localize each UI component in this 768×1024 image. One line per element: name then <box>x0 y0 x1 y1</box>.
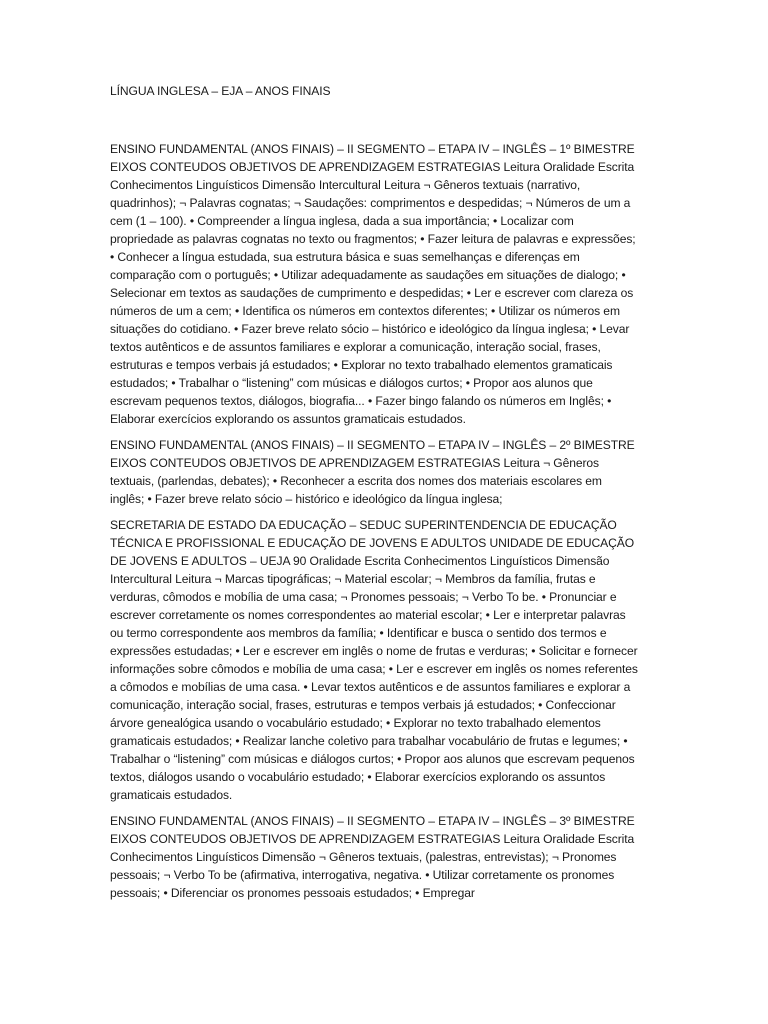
paragraph-1-bimestre: ENSINO FUNDAMENTAL (ANOS FINAIS) – II SEGMENTO – ETAPA IV – INGLÊS – 1º BIMESTRE EIXOS CONTEUDOS OBJETIVOS DE APRENDIZAGEM ESTRATEGIAS Leitura Oralidade Escrita Conhecimentos Linguísticos Dimensão Intercultural Leitura ¬ Gêneros textuais (narrativo, quadrinhos); ¬ Palavras cognatas; ¬ Saudações: comprimentos e despedidas; ¬ Números de um a cem (1 – 100). • Compreender a língua inglesa, dada a sua importância; • Localizar com propriedade as palavras cognatas no texto ou fragmentos; • Fazer leitura de palavras e expressões; • Conhecer a língua estudada, sua estrutura básica e suas semelhanças e diferenças em comparação com o português; • Utilizar adequadamente as saudações em situações de dialogo; • Selecionar em textos as saudações de cumprimento e despedidas; • Ler e escrever com clareza os números de um a cem; • Identifica os números em contextos diferentes; • Utilizar os números em situações do cotidiano. • Fazer breve relato sócio – histórico e ideológico da língua inglesa; • Levar textos autênticos e de assuntos familiares e explorar a comunicação, interação social, frases, estruturas e tempos verbais já estudados; • Explorar no texto trabalhado elementos gramaticais estudados; • Trabalhar o “listening” com músicas e diálogos curtos; • Propor aos alunos que escrevam pequenos textos, diálogos, biografia... • Fazer bingo falando os números em Inglês; • Elaborar exercícios explorando os assuntos gramaticais estudados. <box>110 142 636 426</box>
document-title: LÍNGUA INGLESA – EJA – ANOS FINAIS <box>110 84 331 98</box>
paragraph-2-bimestre: ENSINO FUNDAMENTAL (ANOS FINAIS) – II SEGMENTO – ETAPA IV – INGLÊS – 2º BIMESTRE EIXOS CONTEUDOS OBJETIVOS DE APRENDIZAGEM ESTRATEGIAS Leitura ¬ Gêneros textuais, (parlendas, debates); • Reconhecer a escrita dos nomes dos materiais escolares em inglês; • Fazer breve relato sócio – histórico e ideológico da língua inglesa; <box>110 438 635 506</box>
paragraph-3-bimestre: ENSINO FUNDAMENTAL (ANOS FINAIS) – II SEGMENTO – ETAPA IV – INGLÊS – 3º BIMESTRE EIXOS CONTEUDOS OBJETIVOS DE APRENDIZAGEM ESTRATEGIAS Leitura Oralidade Escrita Conhecimentos Linguísticos Dimensão ¬ Gêneros textuais, (palestras, entrevistas); ¬ Pronomes pessoais; ¬ Verbo To be (afirmativa, interrogativa, negativa. • Utilizar corretamente os pronomes pessoais; • Diferenciar os pronomes pessoais estudados; • Empregar <box>110 814 635 900</box>
document-content <box>110 82 638 910</box>
paragraph-seduc: SECRETARIA DE ESTADO DA EDUCAÇÃO – SEDUC SUPERINTENDENCIA DE EDUCAÇÃO TÉCNICA E PROFISSIONAL E EDUCAÇÃO DE JOVENS E ADULTOS UNIDADE DE EDUCAÇÃO DE JOVENS E ADULTOS – UEJA 90 Oralidade Escrita Conhecimentos Linguísticos Dimensão Intercultural Leitura ¬ Marcas tipográficas; ¬ Material escolar; ¬ Membros da família, frutas e verduras, cômodos e mobília de uma casa; ¬ Pronomes pessoais; ¬ Verbo To be. • Pronunciar e escrever corretamente os nomes correspondentes ao material escolar; • Ler e interpretar palavras ou termo correspondente aos membros da família; • Identificar e busca o sentido dos termos e expressões estudadas; • Ler e escrever em inglês o nome de frutas e verduras; • Solicitar e fornecer informações sobre cômodos e mobília de uma casa; • Ler e escrever em inglês os nomes referentes a cômodos e mobílias de uma casa. • Levar textos autênticos e de assuntos familiares e explorar a comunicação, interação social, frases, estruturas e tempos verbais já estudados; • Confeccionar árvore genealógica usando o vocabulário estudado; • Explorar no texto trabalhado elementos gramaticais estudados; • Realizar lanche coletivo para trabalhar vocabulário de frutas e legumes; • Trabalhar o “listening” com músicas e diálogos curtos; • Propor aos alunos que escrevam pequenos textos, diálogos usando o vocabulário estudado; • Elaborar exercícios explorando os assuntos gramaticais estudados. <box>110 518 638 802</box>
